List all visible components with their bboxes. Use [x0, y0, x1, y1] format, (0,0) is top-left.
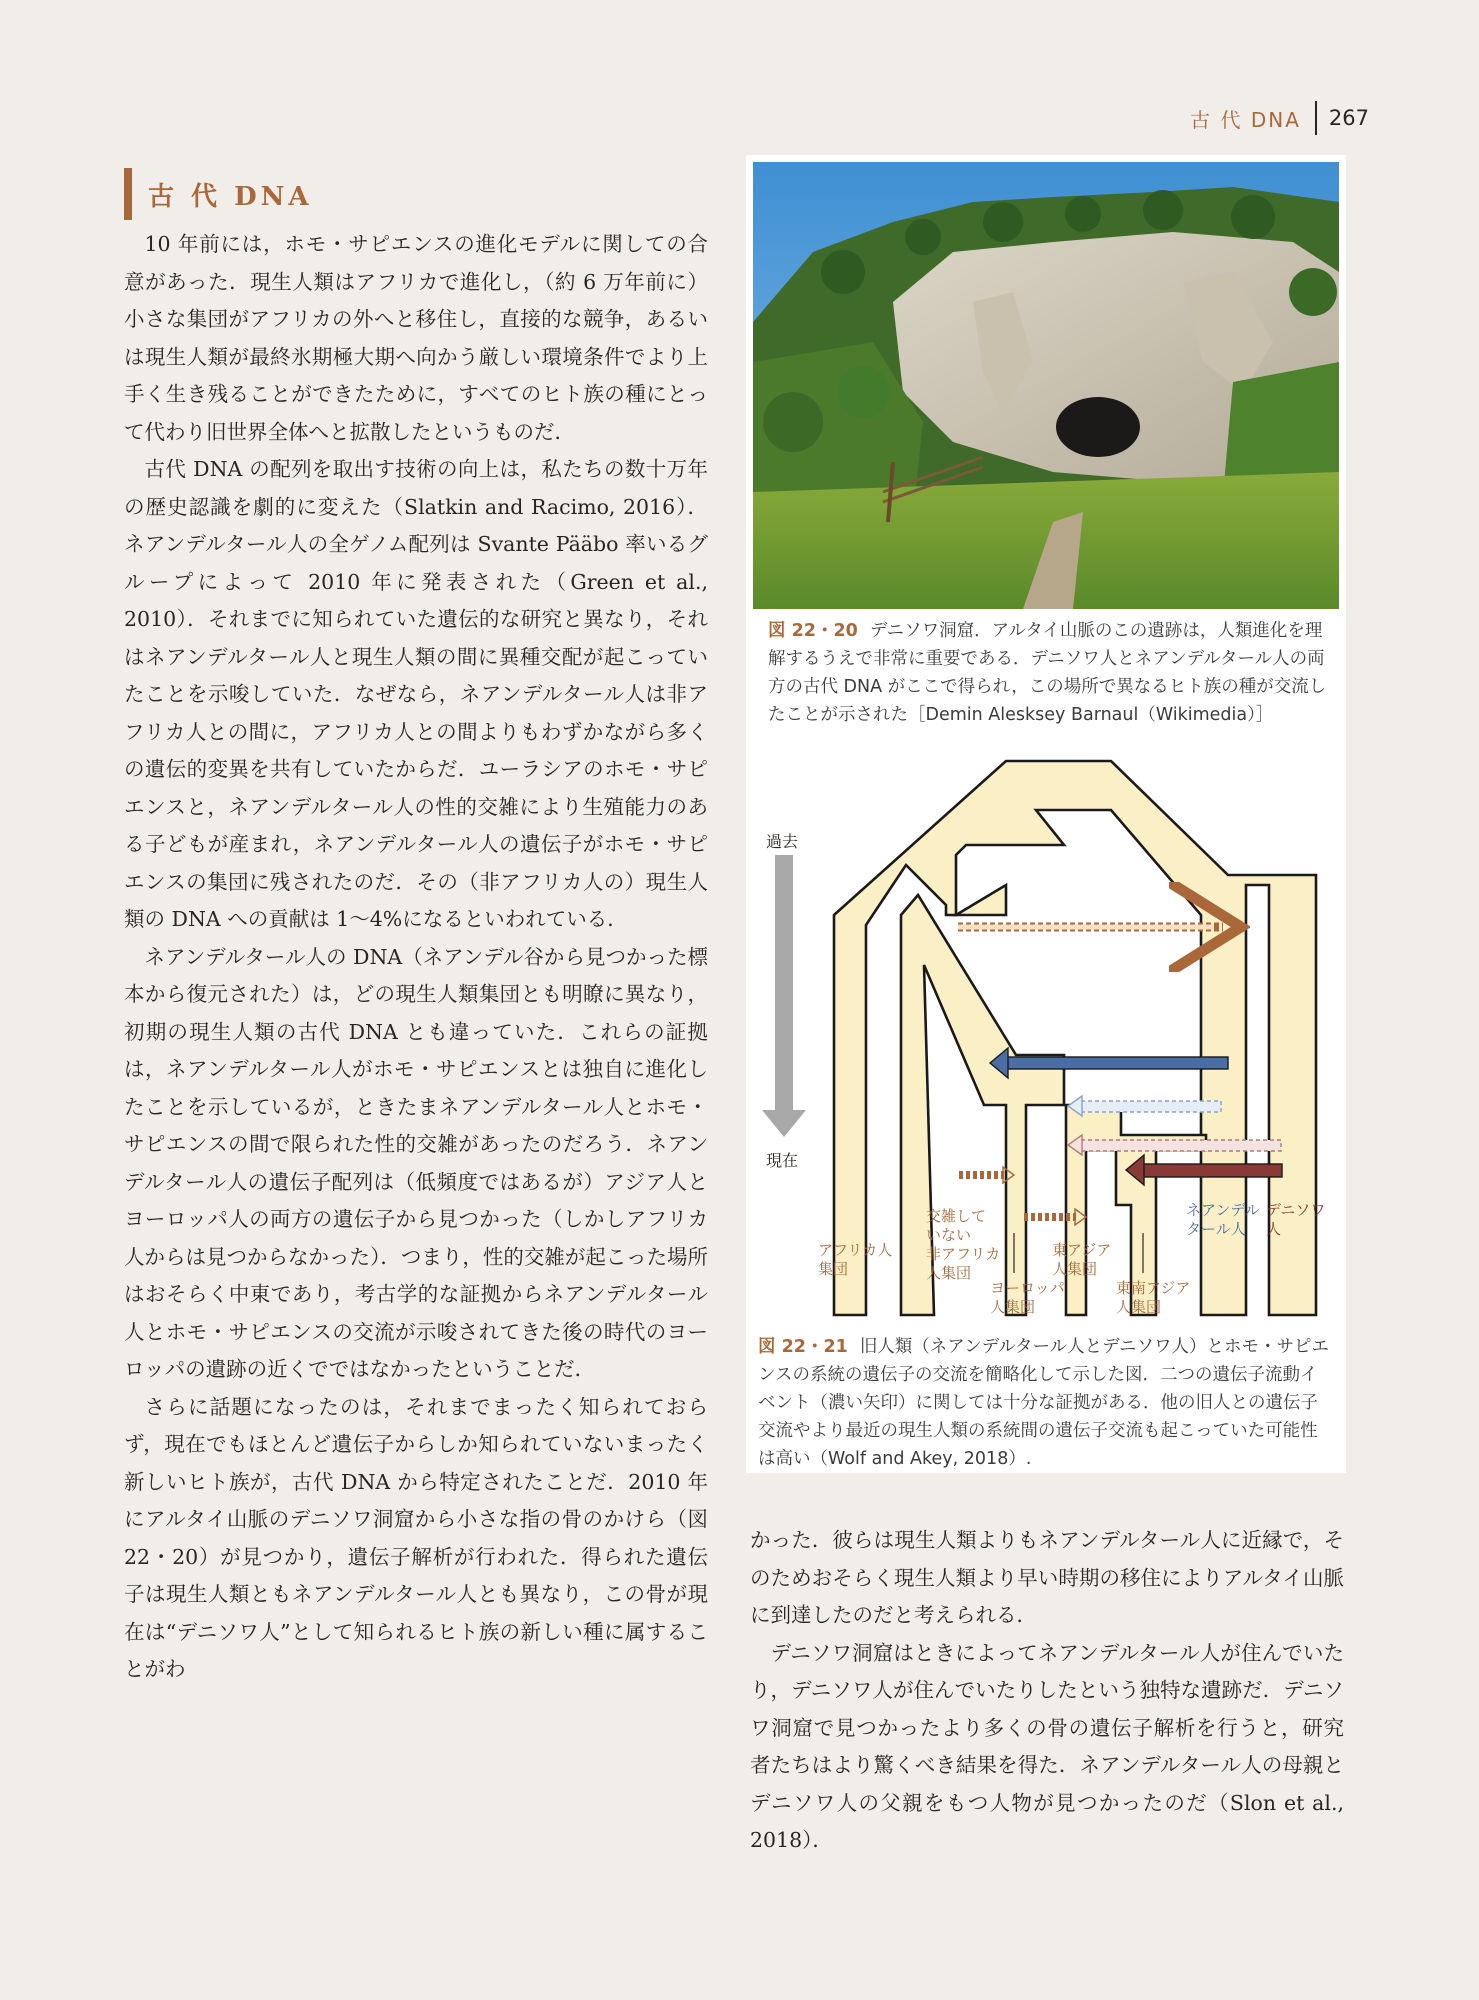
arrow-dashed-light-blue	[1081, 1101, 1221, 1112]
paragraph: さらに話題になったのは，それまでまったく知られておらず，現在でもほとんど遺伝子からしか知られていないまったく新しいヒト族が，古代 DNA から特定されたことだ．2010 年にアルタイ山脈のデニソワ洞窟から小さな指の骨のかけら（図 22・20）が見つかり，遺伝子解析が行われた．得られた遺伝子は現生人類ともネアンデルタール人とも異なり，この骨が現在は“デニソワ人”として知られるヒト族の新しい種に属することがわ	[124, 1394, 708, 1681]
caption-text: デニソワ洞窟．アルタイ山脈のこの遺跡は，人類進化を理解するうえで非常に重要である．デニソワ人とネアンデルタール人の両方の古代 DNA がここで得られ，この場所で異なるヒト族の種が交流したことが示された［Demin Alesksey Barnaul（Wikimedia）］	[768, 621, 1327, 725]
figure-label: 図 22・21	[758, 1337, 848, 1357]
page-header	[1190, 100, 1369, 136]
time-label-past: 過去	[766, 832, 799, 851]
figure-22-21-caption	[758, 1333, 1334, 1473]
label-non-admixed: 交雑していない非アフリカ人集団	[926, 1207, 1001, 1282]
gene-flow-diagram	[746, 755, 1346, 1330]
denisova-cave-photo	[753, 162, 1339, 609]
paragraph: ネアンデルタール人の DNA（ネアンデル谷から見つかった標本から復元された）は，どの現生人類集団とも明瞭に異なり，初期の現生人類の古代 DNA とも違っていた．これらの証拠は，ネアンデルタール人がホモ・サピエンスとは独自に進化したことを示しているが，ときたまネアンデルタール人とホモ・サピエンスの間で限られた性的交雑があったのだろう．ネアンデルタール人の遺伝子配列は（低頻度ではあるが）アジア人とヨーロッパ人の両方の遺伝子から見つかった（しかしアフリカ人からは見つからなかった）．つまり，性的交雑が起こった場所はおそらく中東であり，考古学的な証拠からネアンデルタール人とホモ・サピエンスの交流が示唆されてきた後の時代のヨーロッパの遺跡の近くでではなかったということだ．	[124, 944, 708, 1381]
running-head: 古 代 DNA	[1190, 107, 1301, 132]
figure-22-20-caption	[768, 617, 1330, 729]
label-european: ヨーロッパ人集団	[990, 1279, 1065, 1316]
paragraph: デニソワ洞窟はときによってネアンデルタール人が住んでいたり，デニソワ人が住んでいたりしたという独特な遺跡だ．デニソワ洞窟で見つかったより多くの骨の遺伝子解析を行うと，研究者たちはより驚くべき結果を得た．ネアンデルタール人の母親とデニソワ人の父親をもつ人物が見つかったのだ（Slon et al., 2018）．	[750, 1640, 1344, 1852]
label-neanderthal: ネアンデルタール人	[1186, 1201, 1260, 1238]
figure-panel	[746, 155, 1346, 1473]
label-southeast-asian: 東南アジア人集団	[1116, 1279, 1191, 1316]
label-denisovan: デニソワ人	[1266, 1201, 1326, 1238]
arrow-dashed-pink	[1081, 1140, 1281, 1151]
paragraph: かった．彼らは現生人類よりもネアンデルタール人に近縁で，そのためおそらく現生人類より早い時期の移住によりアルタイ山脈に到達したのだと考えられる．	[750, 1528, 1344, 1627]
caption-text: 旧人類（ネアンデルタール人とデニソワ人）とホモ・サピエンスの系統の遺伝子の交流を簡略化して示した図．二つの遺伝子流動イベント（濃い矢印）に関しては十分な証拠がある．他の旧人との遺伝子交流やより最近の現生人類の系統間の遺伝子交流も起こっていた可能性は高い（Wolf and Akey, 2018）.	[758, 1337, 1329, 1469]
arrow-denisovan-to-asian	[1142, 1164, 1282, 1177]
label-east-asian: 東アジア人集団	[1052, 1241, 1112, 1278]
page-number: 267	[1328, 106, 1369, 130]
right-column	[750, 1522, 1344, 1860]
time-label-present: 現在	[766, 1151, 799, 1170]
time-axis	[762, 855, 806, 1137]
left-column	[124, 226, 708, 1689]
section-title: 古 代 DNA	[124, 168, 313, 220]
paragraph: 古代 DNA の配列を取出す技術の向上は，私たちの数十万年の歴史認識を劇的に変えた（Slatkin and Racimo, 2016）．ネアンデルタール人の全ゲノム配列は Svante Pääbo 率いるグループによって 2010 年に発表された（Green et al., 2010）．それまでに知られていた遺伝的な研究と異なり，それはネアンデルタール人と現生人類の間に異種交配が起こっていたことを示唆していた．なぜなら，ネアンデルタール人は非アフリカ人との間に，アフリカ人との間よりもわずかながら多くの遺伝的変異を共有していたからだ．ユーラシアのホモ・サピエンスと，ネアンデルタール人の性的交雑により生殖能力のある子どもが産まれ，ネアンデルタール人の遺伝子がホモ・サピエンスの集団に残されたのだ．その（非アフリカ人の）現生人類の DNA への貢献は 1～4%になるといわれている．	[124, 457, 708, 931]
figure-label: 図 22・20	[768, 621, 858, 641]
paragraph: 10 年前には，ホモ・サピエンスの進化モデルに関しての合意があった．現生人類はアフリカで進化し，（約 6 万年前に）小さな集団がアフリカの外へと移住し，直接的な競争，あるいは現生人類が最終氷期極大期へ向かう厳しい環境条件でより上手く生き残ることができたために，すべてのヒト族の種にとって代わり旧世界全体へと拡散したというものだ．	[124, 232, 708, 444]
label-african: アフリカ人集団	[818, 1241, 893, 1278]
arrow-neanderthal-to-nonafrican	[1006, 1057, 1228, 1069]
